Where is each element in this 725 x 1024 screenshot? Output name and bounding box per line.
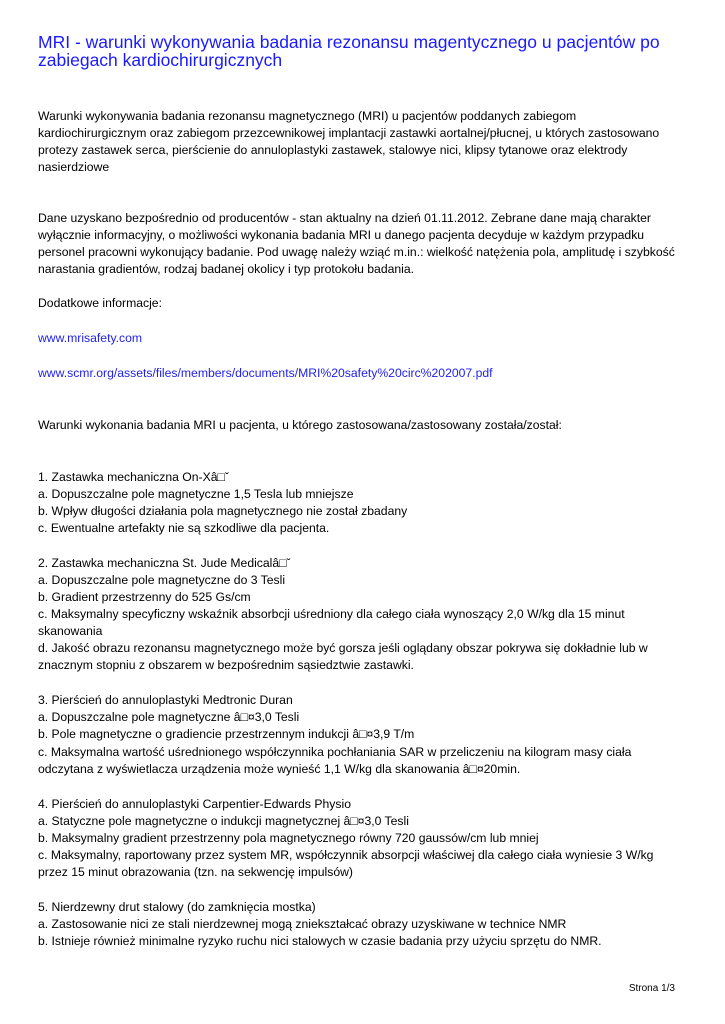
item-line: przez 15 minut obrazowania (tzn. na sekwencję impulsów) — [38, 865, 353, 879]
item-line: b. Maksymalny gradient przestrzenny pola magnetycznego równy 720 gaussów/cm lub mniej — [38, 831, 539, 845]
item-line: d. Jakość obrazu rezonansu magnetycznego może być gorsza jeśli oglądany obszar pokrywa się dokładnie lub w — [38, 641, 648, 655]
item-line: skanowania — [38, 624, 103, 638]
item-line: c. Maksymalny specyficzny wskaźnik absorbcji uśredniony dla całego ciała wynoszący 2,0 W/kg dla 15 minut — [38, 607, 625, 621]
item-line: b. Gradient przestrzenny do 525 Gs/cm — [38, 590, 251, 604]
page-number: Strona 1/3 — [628, 983, 675, 994]
item-line: znacznym stopniu z obszarem w bezpośrednim sąsiedztwie zastawki. — [38, 658, 414, 672]
item-line: a. Statyczne pole magnetyczne o indukcji magnetycznej â□¤3,0 Tesli — [38, 814, 409, 828]
item-line: b. Istnieje również minimalne ryzyko ruchu nici stalowych w czasie badania przy użyciu sprzętu do NMR. — [38, 934, 602, 948]
item-line: odczytana z wyświetlacza urządzenia może wynieść 1,1 W/kg dla skanowania â□¤20min. — [38, 762, 521, 776]
page-title: MRI - warunki wykonywania badania rezonansu magentycznego u pacjentów po zabiegach kardiochirurgicznych — [38, 32, 660, 70]
item-line: b. Wpływ długości działania pola magnetycznego nie został zbadany — [38, 504, 408, 518]
item-line: a. Zastosowanie nici ze stali nierdzewnej mogą zniekształcać obrazy uzyskiwane w technice NMR — [38, 917, 567, 931]
item-heading: 4. Pierścień do annuloplastyki Carpentier-Edwards Physio — [38, 797, 351, 811]
mrisafety-link[interactable]: www.mrisafety.com — [38, 331, 143, 345]
intro-line: Warunki wykonywania badania rezonansu magnetycznego (MRI) u pacjentów poddanych zabiegom — [38, 109, 577, 123]
source-note-line: Dane uzyskano bezpośrednio od producentów - stan aktualny na dzień 01.11.2012. Zebrane dane mają charakter — [38, 211, 651, 225]
source-note-line: personel pracowni wykonujący badanie. Pod uwagę należy wziąć m.in.: wielkość natężenia pola, amplitudę i szybkość — [38, 245, 675, 259]
conditions-intro: Warunki wykonania badania MRI u pacjenta, u którego zastosowana/zastosowany została/został: — [38, 418, 562, 432]
source-note-line: narastania gradientów, rodzaj badanej okolicy i typ protokołu badania. — [38, 262, 415, 276]
item-line: c. Maksymalny, raportowany przez system MR, współczynnik absorpcji właściwej dla całego ciała wyniesie 3 W/kg — [38, 848, 654, 862]
item-line: c. Maksymalna wartość uśrednionego współczynnika pochłaniania SAR w przeliczeniu na kilogram masy ciała — [38, 745, 632, 759]
item-line: b. Pole magnetyczne o gradiencie przestrzennym indukcji â□¤3,9 T/m — [38, 727, 415, 741]
item-heading: 5. Nierdzewny drut stalowy (do zamknięcia mostka) — [38, 900, 316, 914]
item-heading: 2. Zastawka mechaniczna St. Jude Medicalâ□ˇ — [38, 556, 291, 570]
source-note-line: wyłącznie informacyjny, o możliwości wykonania badania MRI u danego pacjenta decyduje w każdym przypadku — [38, 228, 645, 242]
intro-line: protezy zastawek serca, pierścienie do annuloplastyki zastawek, stalowye nici, klipsy tytanowe oraz elektrody — [38, 143, 628, 157]
scmr-pdf-link[interactable]: www.scmr.org/assets/files/members/documents/MRI%20safety%20circ%202007.pdf — [38, 366, 493, 380]
intro-line: kardiochirurgicznym oraz zabiegom przezcewnikowej implantacji zastawki aortalnej/płucnej, u których zastosowano — [38, 126, 660, 140]
item-heading: 3. Pierścień do annuloplastyki Medtronic Duran — [38, 693, 293, 707]
item-line: a. Dopuszczalne pole magnetyczne do 3 Tesli — [38, 573, 286, 587]
item-line: a. Dopuszczalne pole magnetyczne â□¤3,0 Tesli — [38, 710, 300, 724]
additional-info-label: Dodatkowe informacje: — [38, 296, 162, 310]
item-line: c. Ewentualne artefakty nie są szkodliwe dla pacjenta. — [38, 521, 330, 535]
item-line: a. Dopuszczalne pole magnetyczne 1,5 Tesla lub mniejsze — [38, 487, 354, 501]
intro-line: nasierdziowe — [38, 160, 110, 174]
item-heading: 1. Zastawka mechaniczna On-Xâ□ˇ — [38, 470, 229, 484]
